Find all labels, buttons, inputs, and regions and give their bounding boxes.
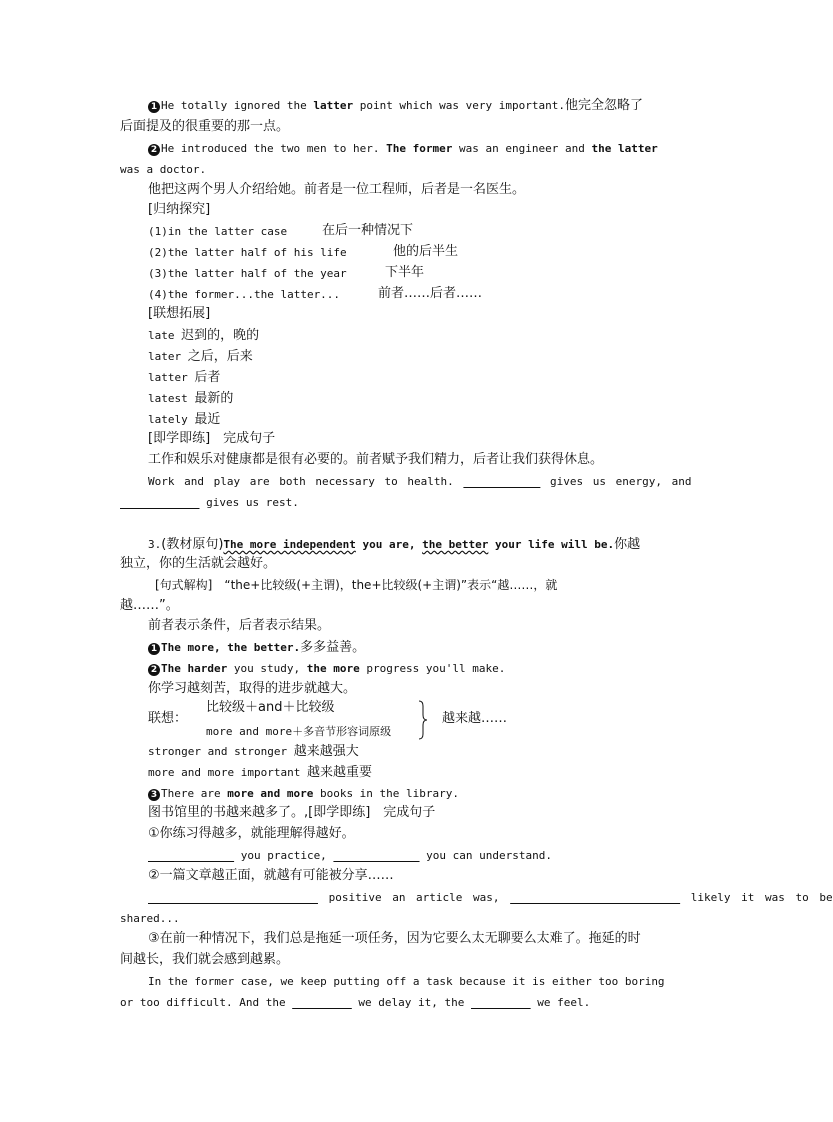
section3-example-2-cn: 你学习越刻苦，取得的进步就越大。 <box>148 681 357 696</box>
association-item: later 之后，后来 <box>148 349 253 364</box>
section3-example-2: 2 The harder you study, the more progress you'll make. <box>148 662 505 676</box>
summary-item: (1)in the latter case <box>148 225 288 238</box>
association-example: stronger and stronger 越来越强大 <box>148 744 359 759</box>
summary-heading: [归纳探究] <box>148 202 211 217</box>
latter-example-1: 1 He totally ignored the latter point which was very important.他完全忽略了 <box>148 99 643 113</box>
section3-example-3-cn: 图书馆里的书越来越多了。,[即学即练] 完成句子 <box>148 805 436 820</box>
association-result: 越来越…… <box>442 711 508 726</box>
association-item: lately 最近 <box>148 412 221 427</box>
question-3-cn-cont: 间越长，我们就会感到越累。 <box>120 952 290 967</box>
association-line-2: more and more＋多音节形容词原级 <box>206 725 392 738</box>
circled-number-2: 2 <box>148 144 160 156</box>
circled-number-2: 2 <box>148 664 160 676</box>
practice-en-line-1: Work and play are both necessary to health. gives us energy, and <box>148 475 692 488</box>
answer-blank[interactable] <box>120 496 199 509</box>
practice-cn: 工作和娱乐对健康都是很有必要的。前者赋予我们精力，后者让我们获得休息。 <box>148 452 604 467</box>
answer-blank[interactable] <box>148 891 318 904</box>
question-2-en-cont: shared... <box>120 912 180 925</box>
section3-heading-cn: 独立，你的生活就会越好。 <box>120 556 277 571</box>
association-line-1: 比较级＋and＋比较级 <box>206 700 335 715</box>
sentence-analysis-cont: 越……”。 <box>120 598 179 613</box>
association-label: 联想： <box>148 711 188 726</box>
summary-item: (4)the former...the latter... <box>148 288 341 301</box>
answer-blank[interactable] <box>471 996 531 1009</box>
question-3-cn: ③在前一种情况下，我们总是拖延一项任务，因为它要么太无聊要么太难了。拖延的时 <box>148 931 641 946</box>
question-3-en: In the former case, we keep putting off a task because it is either too boring <box>148 975 665 988</box>
sentence-analysis: [句式解构] “the+比较级(+主谓)，the+比较级(+主谓)”表示“越……，就 <box>155 578 558 592</box>
latter-example-2-cont: was a doctor. <box>120 163 207 176</box>
analysis-note: 前者表示条件，后者表示结果。 <box>148 618 331 633</box>
summary-item-cn: 他的后半生 <box>393 244 459 259</box>
summary-item-cn: 在后一种情况下 <box>322 223 414 238</box>
association-heading: [联想拓展] <box>148 306 211 321</box>
circled-number-1: 1 <box>148 101 160 113</box>
right-brace-icon <box>418 700 428 740</box>
question-1-cn: ①你练习得越多，就能理解得越好。 <box>148 826 355 841</box>
circled-number-3: 3 <box>148 789 160 801</box>
section3-example-1: 1 The more, the better.多多益善。 <box>148 641 365 655</box>
answer-blank[interactable] <box>148 849 234 862</box>
association-example: more and more important 越来越重要 <box>148 765 372 780</box>
latter-example-2: 2 He introduced the two men to her. The former was an engineer and the latter <box>148 142 658 156</box>
circled-number-1: 1 <box>148 643 160 655</box>
association-item: latter 后者 <box>148 370 221 385</box>
latter-example-1-cn: 后面提及的很重要的那一点。 <box>120 119 290 134</box>
practice-heading: [即学即练] 完成句子 <box>148 431 276 446</box>
answer-blank[interactable] <box>292 996 352 1009</box>
practice-en-line-2: gives us rest. <box>120 496 299 510</box>
summary-item-cn: 下半年 <box>385 265 425 280</box>
summary-item: (3)the latter half of the year <box>148 267 347 280</box>
answer-blank[interactable] <box>510 891 680 904</box>
question-1-en: you practice, you can understand. <box>148 849 552 863</box>
question-2-cn: ②一篇文章越正面，就越有可能被分享…… <box>148 868 394 883</box>
question-3-en-cont: or too difficult. And the we delay it, the we feel. <box>120 996 591 1009</box>
summary-item-cn: 前者……后者…… <box>378 286 483 301</box>
answer-blank[interactable] <box>333 849 419 862</box>
question-2-en: positive an article was, likely it was to be <box>148 891 674 905</box>
latter-example-2-cn: 他把这两个男人介绍给她。前者是一位工程师，后者是一名医生。 <box>148 182 526 197</box>
section3-example-3: 3 There are more and more books in the library. <box>148 787 459 801</box>
association-item: late 迟到的，晚的 <box>148 328 260 343</box>
answer-blank[interactable] <box>463 475 540 488</box>
association-item: latest 最新的 <box>148 391 234 406</box>
summary-item: (2)the latter half of his life <box>148 246 347 259</box>
section3-heading: 3.(教材原句)The more independent you are, the better your life will be.你越 <box>148 537 641 552</box>
